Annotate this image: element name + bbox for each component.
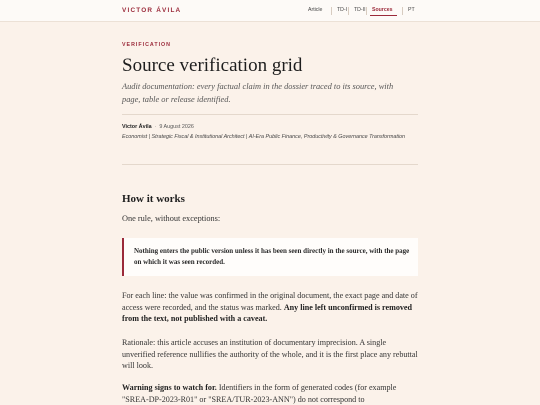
page-subtitle: Audit documentation: every factual claim in the dossier traced to its source, with page, table or release identified. (122, 82, 394, 104)
top-bar (0, 0, 540, 22)
nav-article-link[interactable]: Article (308, 7, 323, 13)
rule-callout (122, 238, 418, 276)
nav-separator (331, 7, 332, 15)
section-heading: How it works (122, 193, 185, 205)
divider (122, 164, 418, 165)
nav-sources-link[interactable]: Sources (372, 7, 393, 13)
byline-separator: · (154, 124, 157, 130)
nav-active-underline (370, 15, 397, 16)
procedure-paragraph (122, 290, 418, 325)
callout-text: Nothing enters the public version unless it has been seen directly in the source, with the page on which it was seen recorded. (134, 247, 410, 266)
nav-separator (402, 7, 403, 15)
nav-separator (366, 7, 367, 15)
page-title: Source verification grid (122, 55, 303, 76)
warning-paragraph (122, 382, 418, 405)
procedure-emphasis: Any line left unconfirmed is removed from the text, not published with a caveat. (122, 302, 413, 324)
site-brand-link[interactable]: VICTOR ÁVILA (122, 7, 182, 14)
nav-pt-language-link[interactable]: PT (408, 7, 415, 13)
section-intro: One rule, without exceptions: (122, 214, 221, 223)
warning-heading: Warning signs to watch for. (122, 383, 217, 392)
author-roles: Economist | Strategic Fiscal & Institutional Architect | AI-Era Public Finance, Productivity & Governance Transformation (122, 134, 406, 140)
byline (122, 124, 418, 140)
warning-text: Identifiers in the form of generated codes (for example "SREA-DP-2023-R01" or "SREA/TUR-2023-ANN") do not correspond to (122, 383, 397, 404)
divider (122, 114, 418, 115)
procedure-text: For each line: the value was confirmed in the original document, the exact page and date of access were recorded, and the status was marked. (122, 291, 418, 312)
nav-td2-link[interactable]: TD-II (354, 7, 366, 13)
section-kicker: VERIFICATION (122, 42, 171, 48)
nav-separator (348, 7, 349, 15)
author-name: Victor Ávila (122, 124, 152, 130)
publish-date: 9 August 2026 (159, 124, 194, 130)
nav-td1-link[interactable]: TD-I (337, 7, 348, 13)
rationale-paragraph: Rationale: this article accuses an institution of documentary imprecision. A single unverified reference nullifies the authority of the whole, and it is the first place any rebuttal will look. (122, 338, 418, 371)
